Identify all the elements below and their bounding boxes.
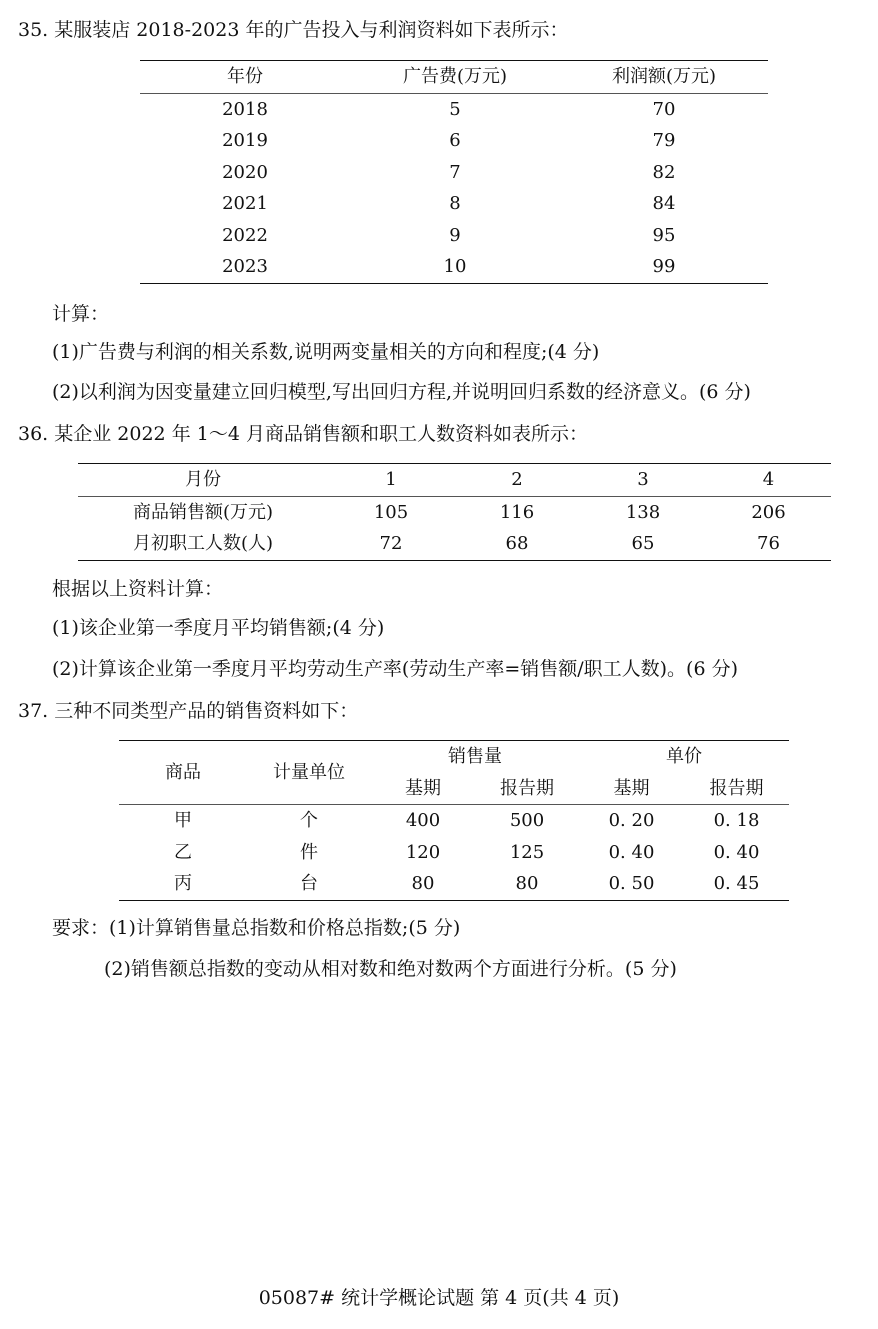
q37-requirement-1: 要求：(1)计算销售量总指数和价格总指数;(5 分) (52, 917, 461, 939)
q35-part1: (1)广告费与利润的相关系数,说明两变量相关的方向和程度;(4 分) (52, 341, 600, 363)
table-header-cell: 商品 (119, 741, 247, 805)
table-cell: 80 (515, 873, 539, 894)
table-cell: 2018 (222, 98, 268, 120)
q37-stem: 37. 三种不同类型产品的销售资料如下： (18, 700, 359, 722)
table-row (119, 868, 789, 900)
q36-intro: 根据以上资料计算： (52, 578, 224, 600)
q37-requirement-2: (2)销售额总指数的变动从相对数和绝对数两个方面进行分析。(5 分) (104, 958, 677, 980)
table-header-cell: 利润额(万元) (611, 66, 717, 87)
q35-part2: (2)以利润为因变量建立回归模型,写出回归方程,并说明回归系数的经济意义。(6 分) (52, 381, 751, 403)
table-header-cell: 单价 (666, 746, 702, 767)
q36-stem: 36. 某企业 2022 年 1～4 月商品销售额和职工人数资料如表所示： (18, 423, 588, 445)
table-cell: 7 (449, 161, 461, 183)
table-cell: 9 (449, 224, 461, 246)
table-row (78, 528, 831, 560)
table-cell: 0. 18 (713, 810, 760, 831)
table-cell: 丙 (174, 873, 192, 894)
page-footer: 05087# 统计学概论试题 第 4 页(共 4 页) (258, 1287, 620, 1309)
table-header-cell: 基期 (613, 777, 650, 799)
table-cell: 72 (379, 533, 403, 554)
table-cell: 76 (757, 533, 780, 554)
table-cell: 2020 (222, 161, 268, 183)
table-header-cell: 4 (762, 469, 775, 490)
table-cell: 2019 (222, 130, 268, 151)
table-cell: 2023 (222, 256, 268, 277)
table-cell: 95 (652, 224, 676, 246)
table-header-cell: 1 (385, 469, 397, 490)
table-cell: 台 (300, 873, 318, 894)
q35-table (140, 60, 768, 284)
table-cell: 105 (373, 501, 409, 523)
table-row (140, 93, 768, 125)
table-header-cell: 报告期 (709, 777, 764, 799)
table-cell: 5 (449, 98, 461, 120)
table-cell: 80 (411, 873, 435, 894)
table-cell: 8 (449, 193, 461, 214)
table-cell: 0. 40 (713, 841, 760, 863)
table-cell: 99 (652, 256, 676, 277)
table-cell: 6 (449, 130, 461, 151)
table-cell: 500 (509, 810, 545, 831)
table-row (119, 805, 789, 837)
table-cell: 125 (509, 841, 545, 863)
table-header-cell: 计量单位 (247, 741, 371, 805)
table-cell: 79 (652, 130, 676, 151)
table-cell: 82 (652, 161, 676, 183)
table-header-cell: 基期 (405, 777, 441, 799)
table-row (140, 188, 768, 220)
table-row (140, 251, 768, 283)
q36-part2: (2)计算该企业第一季度月平均劳动生产率(劳动生产率=销售额/职工人数)。(6 分) (52, 658, 739, 680)
table-row (140, 220, 768, 252)
table-cell: 月初职工人数(人) (132, 533, 274, 554)
q36-table (78, 463, 831, 561)
table-cell: 116 (499, 501, 535, 523)
table-cell: 件 (300, 841, 318, 863)
table-cell: 0. 20 (608, 810, 655, 831)
table-cell: 0. 45 (713, 873, 760, 894)
table-header-row (78, 464, 831, 497)
q37-table (119, 740, 789, 901)
table-row (140, 157, 768, 189)
q36-part1: (1)该企业第一季度月平均销售额;(4 分) (52, 617, 385, 639)
table-header-cell: 2 (511, 469, 523, 490)
table-header-row (140, 61, 768, 94)
q35-stem: 35. 某服装店 2018-2023 年的广告投入与利润资料如下表所示： (18, 19, 569, 41)
table-cell: 0. 40 (608, 841, 655, 863)
table-header-row (119, 741, 789, 773)
table-row (119, 837, 789, 869)
table-cell: 2021 (222, 193, 268, 214)
table-cell: 70 (652, 98, 676, 120)
table-cell: 138 (625, 501, 661, 523)
table-cell: 400 (405, 810, 441, 831)
table-header-cell: 报告期 (500, 777, 554, 799)
table-cell: 120 (405, 841, 441, 863)
table-header-cell: 销售量 (448, 746, 502, 767)
table-cell: 65 (631, 533, 655, 554)
table-cell: 68 (505, 533, 529, 554)
table-cell: 乙 (174, 841, 192, 863)
q35-calc: 计算： (52, 303, 110, 325)
table-row (140, 125, 768, 157)
table-header-cell: 广告费(万元) (402, 66, 508, 87)
table-cell: 个 (300, 810, 318, 831)
table-row (78, 496, 831, 528)
table-cell: 2022 (222, 224, 268, 246)
table-cell: 84 (652, 193, 676, 214)
table-cell: 206 (751, 501, 786, 523)
table-cell: 10 (443, 256, 467, 277)
table-header-cell: 月份 (185, 469, 221, 490)
table-cell: 甲 (174, 810, 192, 831)
table-cell: 商品销售额(万元) (132, 501, 274, 523)
table-header-cell: 3 (637, 469, 649, 490)
table-cell: 0. 50 (608, 873, 655, 894)
table-header-cell: 年份 (227, 66, 263, 87)
